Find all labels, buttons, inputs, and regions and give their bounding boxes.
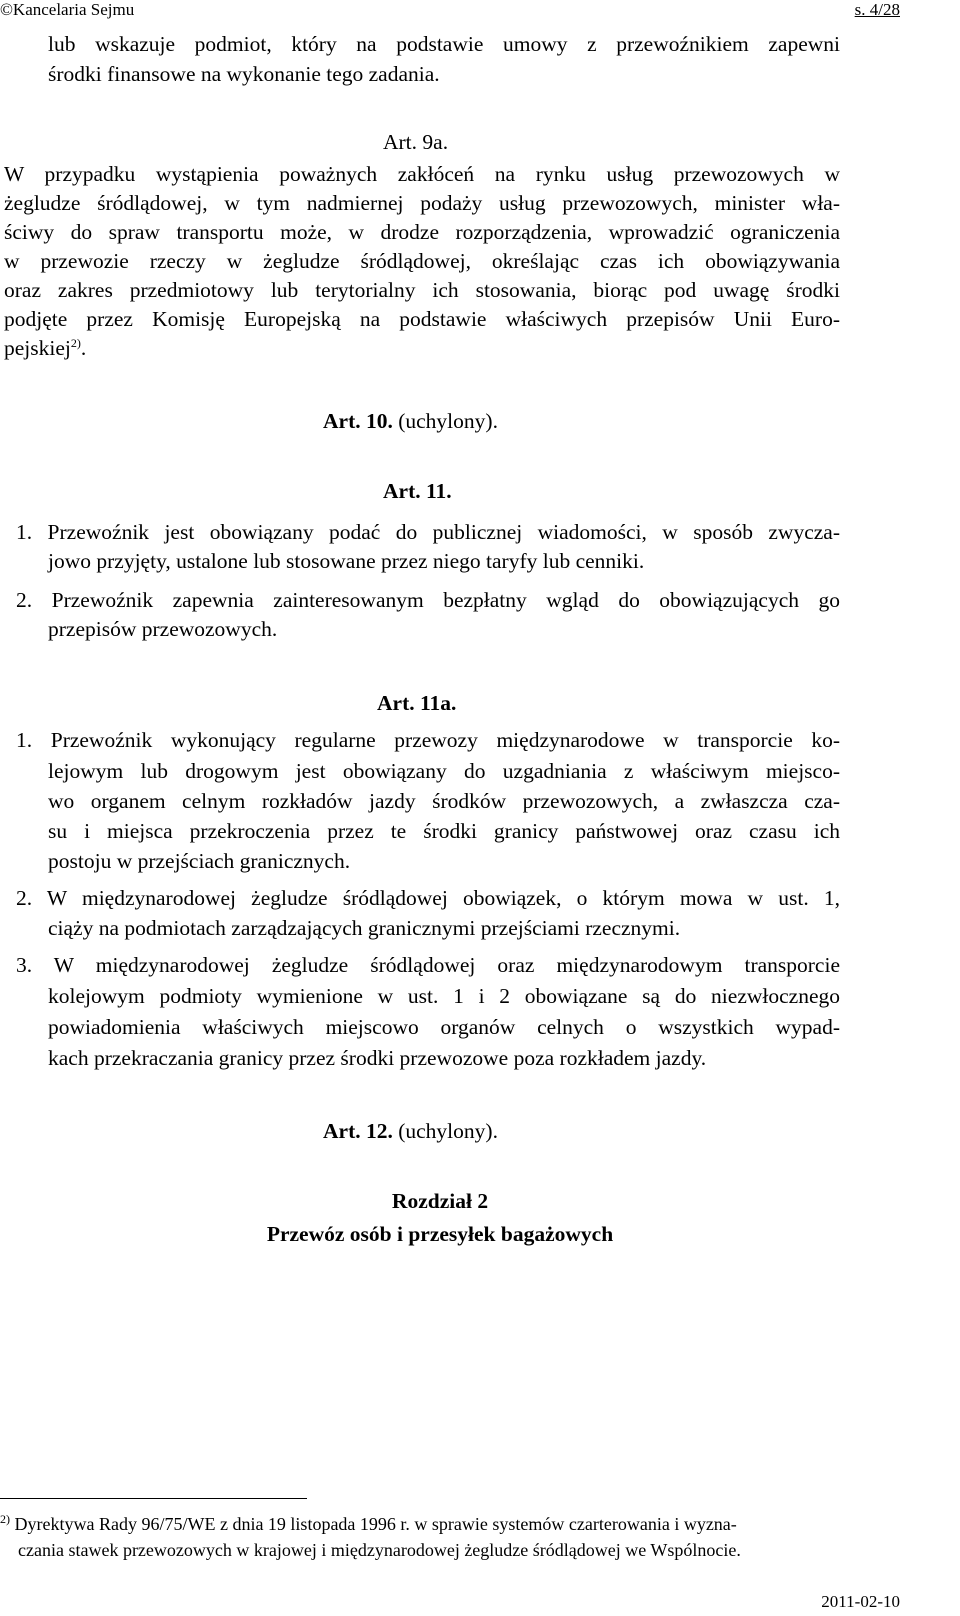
chapter-subtitle: Przewóz osób i przesyłek bagażowych <box>266 1222 614 1246</box>
paragraph-line: podjęte przez Komisję Europejską na podstawie właściwych przepisów Unii Euro- <box>4 307 840 331</box>
article-number: Art. 10. <box>323 409 393 433</box>
paragraph-line: 1. Przewoźnik jest obowiązany podać do publicznej wiadomości, w sposób zwycza- <box>16 520 841 544</box>
paragraph-line: kach przekraczania granicy przez środki przewozowe poza rozkładem jazdy. <box>48 1046 707 1070</box>
article-heading <box>323 407 498 435</box>
paragraph-line: jowo przyjęty, ustalone lub stosowane przez niego taryfy lub cenniki. <box>48 549 645 573</box>
paragraph-line: ciąży na podmiotach zarządzających granicznymi przejściami rzecznymi. <box>48 916 681 940</box>
header-source: ©Kancelaria Sejmu <box>0 0 135 19</box>
article-note: (uchylony). <box>398 409 498 433</box>
article-heading: Art. 11a. <box>377 691 457 715</box>
paragraph-line: żegludze śródlądowej, w tym nadmiernej podaży usług przewozowych, minister wła- <box>4 191 840 215</box>
chapter-title: Rozdział 2 <box>391 1189 489 1213</box>
article-heading: Art. 9a. <box>383 130 449 154</box>
footnote-marker: 2) <box>0 1512 10 1526</box>
paragraph-line: 1. Przewoźnik wykonujący regularne przewozy międzynarodowe w transporcie ko- <box>16 728 840 752</box>
intro-line: środki finansowe na wykonanie tego zadania. <box>48 62 440 86</box>
footnote-separator <box>0 1498 307 1499</box>
paragraph-line: W przypadku wystąpienia poważnych zakłóceń na rynku usług przewozowych w <box>4 162 840 186</box>
document-date: 2011-02-10 <box>821 1592 900 1611</box>
footnote-line: czania stawek przewozowych w krajowej i międzynarodowej żegludze śródlądowej we Wspólnocie. <box>18 1540 741 1560</box>
header-page-number: s. 4/28 <box>854 0 900 19</box>
paragraph-line <box>4 334 86 362</box>
article-heading: Art. 11. <box>383 479 452 503</box>
paragraph-line: powiadomienia właściwych miejscowo organów celnych o wszystkich wypad- <box>48 1015 840 1039</box>
paragraph-line: w przewozie rzeczy w żegludze śródlądowej, określając czas ich obowiązywania <box>4 249 840 273</box>
intro-line: lub wskazuje podmiot, który na podstawie umowy z przewoźnikiem zapewni <box>48 32 840 56</box>
paragraph-line: 2. W międzynarodowej żegludze śródlądowej obowiązek, o którym mowa w ust. 1, <box>16 886 840 910</box>
paragraph-line: oraz zakres przedmiotowy lub terytorialny ich stosowania, biorąc pod uwagę środki <box>4 278 840 302</box>
paragraph-line: wo organem celnym rozkładów jazdy środków przewozowych, a zwłaszcza cza- <box>48 789 840 813</box>
paragraph-text: . <box>80 336 87 360</box>
article-number: Art. 12. <box>323 1119 393 1143</box>
paragraph-line: 3. W międzynarodowej żegludze śródlądowej oraz międzynarodowym transporcie <box>16 953 840 977</box>
footnote-reference: 2) <box>70 335 81 350</box>
article-heading <box>323 1117 498 1145</box>
paragraph-line: przepisów przewozowych. <box>48 617 278 641</box>
paragraph-line: ściwy do spraw transportu może, w drodze rozporządzenia, wprowadzić ograniczenia <box>4 220 840 244</box>
footnote-line: $^{2)}$ Dyrektywa Rady 96/75/WE z dnia 19 listopada 1996 r. w sprawie systemów czarterowania i wyzna- <box>0 1512 737 1534</box>
paragraph-line: kolejowym podmioty wymienione w ust. 1 i 2 obowiązane są do niezwłocznego <box>48 984 840 1008</box>
paragraph-line: su i miejsca przekroczenia przez te środki granicy państwowej oraz czasu ich <box>48 819 840 843</box>
paragraph-line: postoju w przejściach granicznych. <box>48 849 351 873</box>
paragraph-text: pejskiej <box>4 336 71 360</box>
article-note: (uchylony). <box>398 1119 498 1143</box>
paragraph-line: 2. Przewoźnik zapewnia zainteresowanym bezpłatny wgląd do obowiązujących go <box>16 588 840 612</box>
paragraph-line: lejowym lub drogowym jest obowiązany do uzgadniania z właściwym miejsco- <box>48 759 840 783</box>
